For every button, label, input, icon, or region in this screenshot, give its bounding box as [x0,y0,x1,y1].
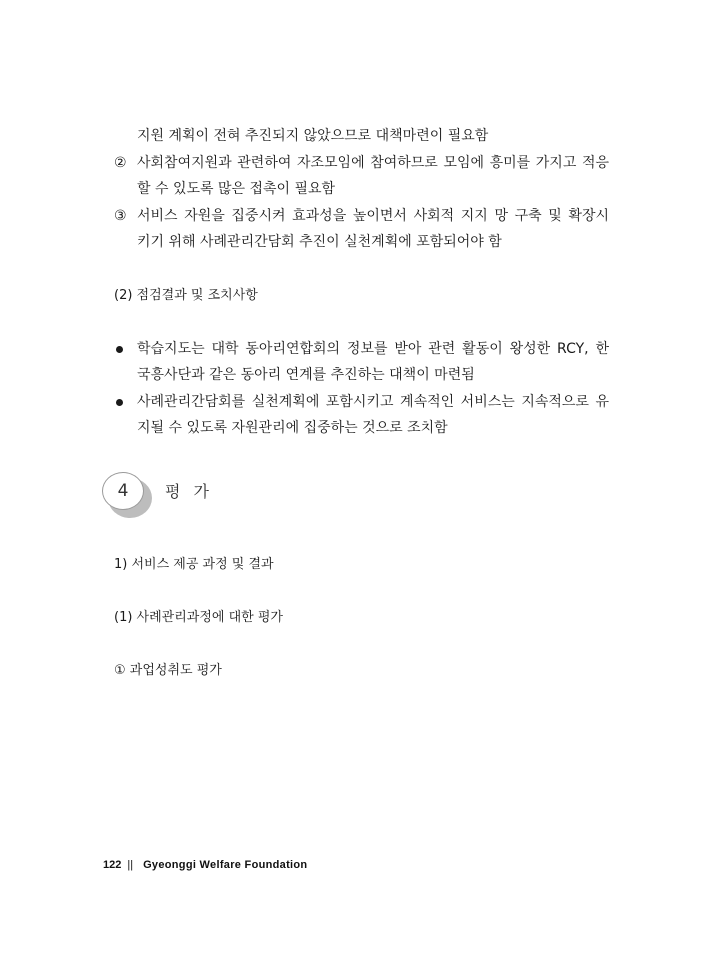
subheading-case-management-eval: (1) 사례관리과정에 대한 평가 [114,610,283,625]
item-2-line-1: 사회참여지원과 관련하여 자조모임에 참여하므로 모임에 흥미를 가지고 적응 [137,155,609,171]
bullet-dot [116,346,123,353]
section-title: 평 가 [165,482,213,501]
bullet-1-line-2: 국흥사단과 같은 동아리 연계를 추진하는 대책이 마련됨 [137,367,475,383]
section-number-badge [102,472,150,516]
item-2-line-2: 할 수 있도록 많은 접촉이 필요함 [137,181,336,197]
subheading-task-achievement: ① 과업성취도 평가 [114,663,222,678]
item-marker-3: ③ [114,208,127,224]
section-number: 4 [102,472,144,510]
item-3-line-1: 서비스 자원을 집중시켜 효과성을 높이면서 사회적 지지 망 구축 및 확장시 [137,208,609,224]
page-footer [103,858,307,872]
bullet-1-line-1: 학습지도는 대학 동아리연합회의 정보를 받아 관련 활동이 왕성한 RCY, 한 [137,341,609,357]
bullet-2-line-2: 지될 수 있도록 자원관리에 집중하는 것으로 조치함 [137,420,448,436]
heading-check-results: (2) 점검결과 및 조치사항 [114,288,258,303]
subheading-service-process: 1) 서비스 제공 과정 및 결과 [114,557,274,572]
item-marker-2: ② [114,155,127,171]
bullet-dot [116,399,123,406]
bullet-2-line-1: 사례관리간담회를 실천계획에 포함시키고 계속적인 서비스는 지속적으로 유 [137,394,609,410]
page-number: 122 [103,859,122,871]
footer-separator: || [127,859,134,871]
footer-organization: Gyeonggi Welfare Foundation [143,859,308,871]
body-line-continuation: 지원 계획이 전혀 추진되지 않았으므로 대책마련이 필요함 [137,128,489,144]
item-3-line-2: 키기 위해 사례관리간담회 추진이 실천계획에 포함되어야 함 [137,234,502,250]
